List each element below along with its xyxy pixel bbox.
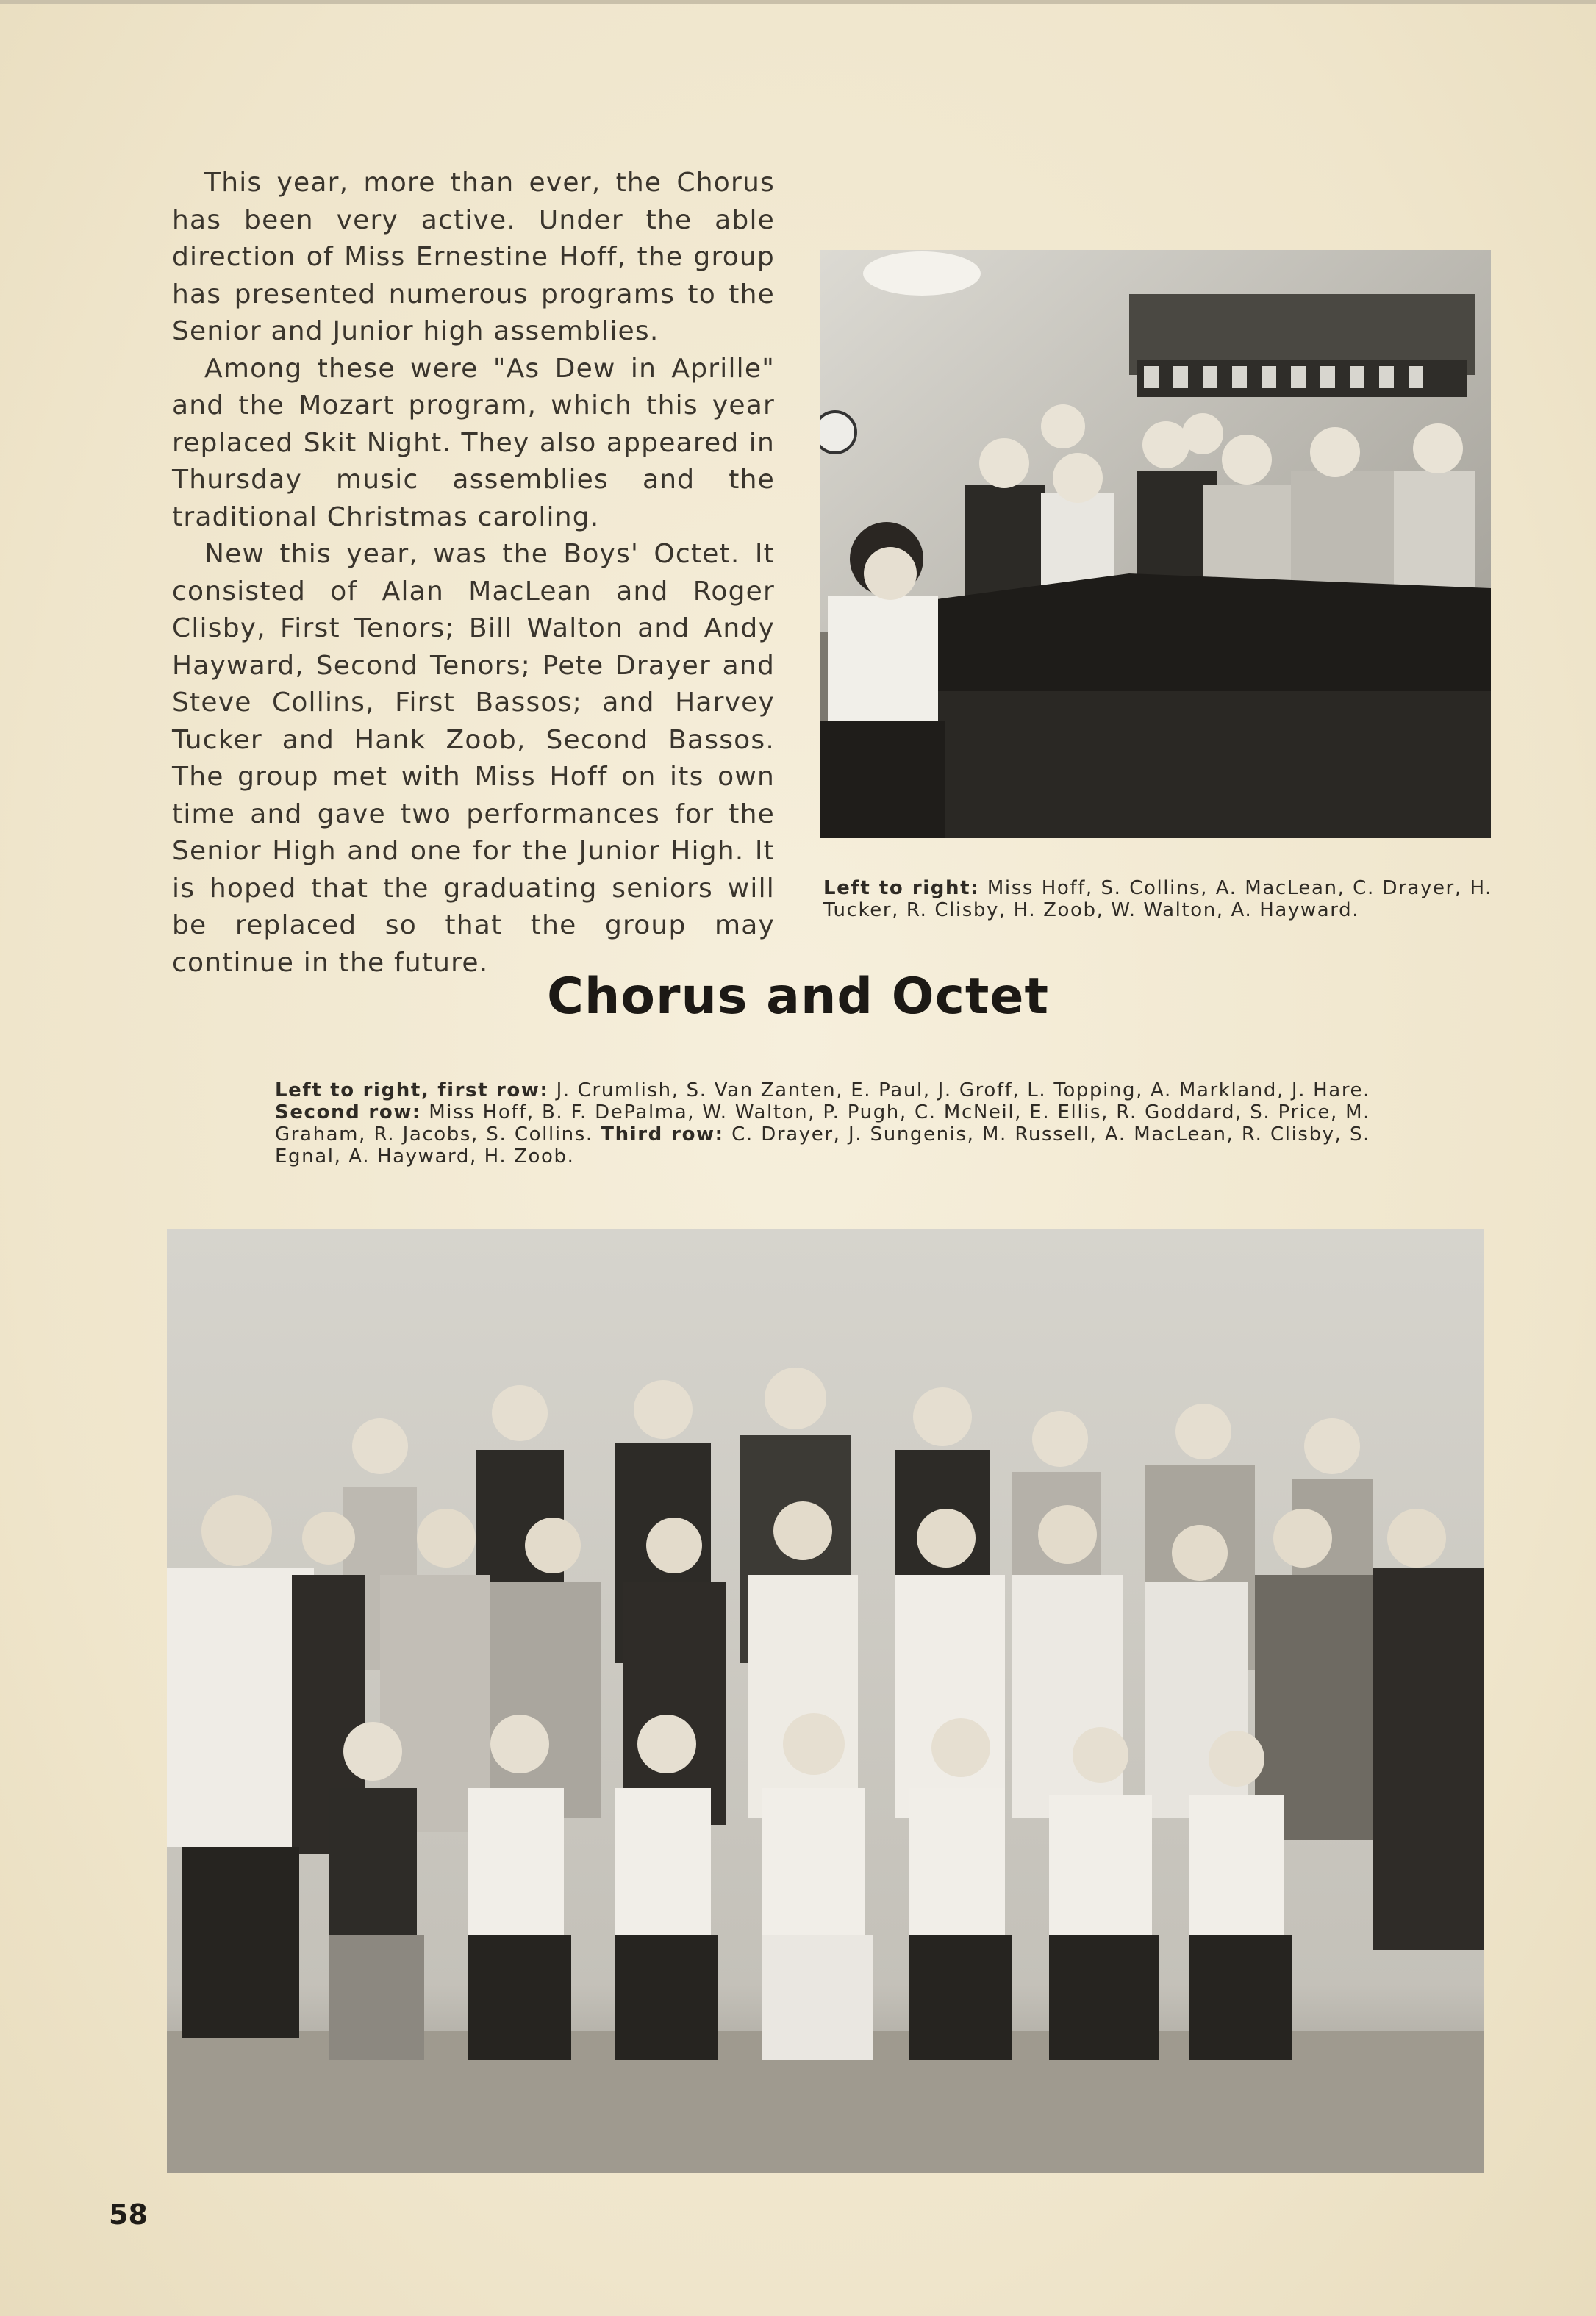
article-paragraph-2: Among these were "As Dew in Aprille" and the Mozart program, which this year replaced Skit Night. They also appeared in Thursday music assemblies and the traditional Christmas caroling. [172, 353, 775, 532]
octet-caption-lead: Left to right: [823, 877, 980, 899]
article-paragraph-1: This year, more than ever, the Chorus has been very active. Under the able direction of Miss Ernestine Hoff, the group has presented numerous programs to the Senior and Junior high assemblies. [172, 168, 775, 346]
chorus-caption-row3-lead: Third row: [601, 1123, 724, 1146]
chorus-caption-row1-lead: Left to right, first row: [275, 1079, 549, 1101]
chorus-caption-row1: J. Crumlish, S. Van Zanten, E. Paul, J. Groff, L. Topping, A. Markland, J. Hare. [548, 1079, 1370, 1101]
octet-photo [820, 250, 1491, 838]
top-rule [0, 0, 1596, 4]
chorus-photo [167, 1229, 1484, 2173]
page-number: 58 [109, 2198, 148, 2231]
article-paragraph-3: New this year, was the Boys' Octet. It consisted of Alan MacLean and Roger Clisby, First Tenors; Bill Walton and Andy Hayward, Second Tenors; Pete Drayer and Steve Collins, First Bassos; and Harvey Tucker and Hank Zoob, Second Bassos. The group met with Miss Hoff on its own time and gave two performances for the Senior High and one for the Junior High. It is hoped that the graduating seniors will be replaced so that the group may continue in the future. [172, 539, 775, 978]
octet-caption [823, 877, 1492, 921]
chorus-caption-row3: C. Drayer, J. Sungenis, M. Russell, A. MacLean, R. Clisby, S. Egnal, A. Hayward, H. Zoob. [275, 1123, 1371, 1168]
chorus-caption-row2-lead: Second row: [275, 1101, 421, 1123]
chorus-caption [275, 1079, 1370, 1168]
chorus-caption-row2: Miss Hoff, B. F. DePalma, W. Walton, P. Pugh, C. McNeil, E. Ellis, R. Goddard, S. Price, M. Graham, R. Jacobs, S. Collins. [275, 1101, 1370, 1146]
article-text [172, 165, 775, 982]
page-title: Chorus and Octet [546, 968, 1050, 1026]
octet-caption-text: Miss Hoff, S. Collins, A. MacLean, C. Drayer, H. Tucker, R. Clisby, H. Zoob, W. Walton, A. Hayward. [823, 877, 1493, 921]
